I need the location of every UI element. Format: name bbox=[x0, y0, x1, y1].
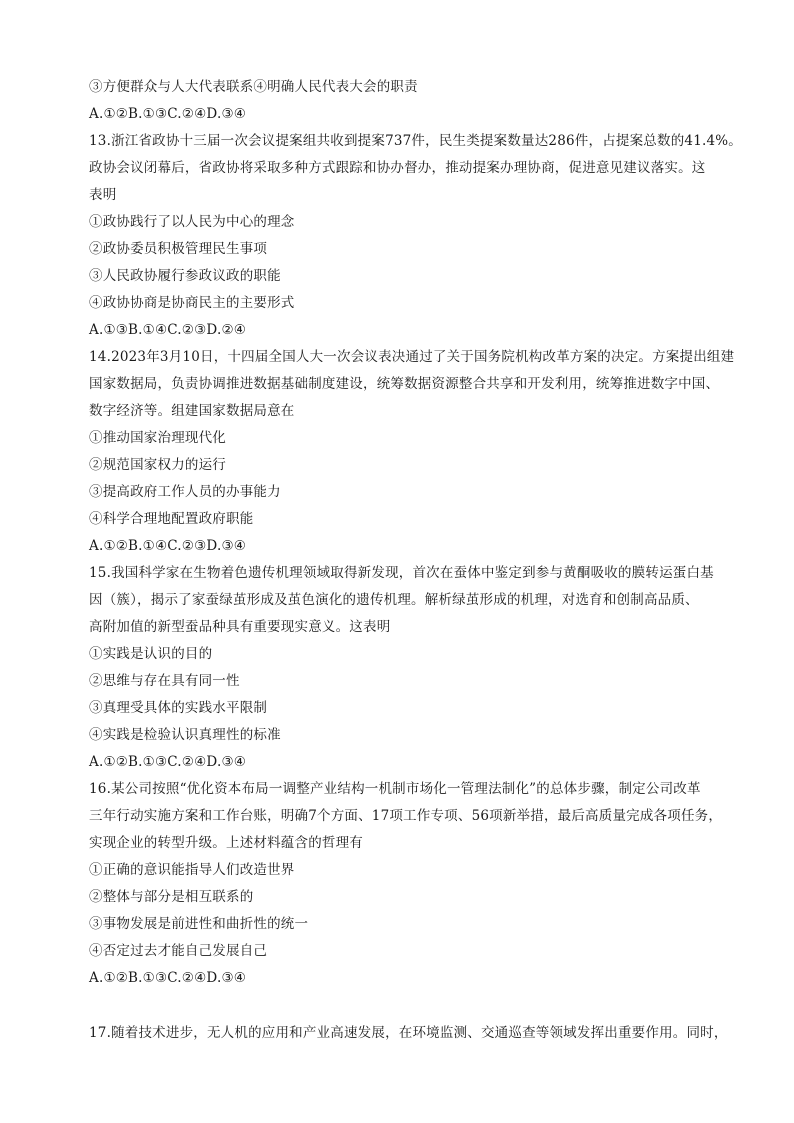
question-16-option-2: ②整体与部分是相互联系的 bbox=[89, 889, 254, 905]
question-13-option-1: ①政协践行了以人民为中心的理念 bbox=[89, 214, 295, 230]
exam-page bbox=[89, 74, 742, 1047]
question-14-stem-line-2: 国家数据局，负责协调推进数据基础制度建设，统筹数据资源整合共享和开发利用，统筹推进数字中国、 bbox=[89, 376, 720, 392]
question-12-options-3-4: ③方便群众与人大代表联系④明确人民代表大会的职责 bbox=[89, 79, 418, 95]
question-13-option-3: ③人民政协履行参政议政的职能 bbox=[89, 268, 281, 284]
question-16-option-3: ③事物发展是前进性和曲折性的统一 bbox=[89, 916, 309, 932]
question-14-option-3: ③提高政府工作人员的办事能力 bbox=[89, 484, 281, 500]
question-17 bbox=[89, 1020, 739, 1047]
question-15-option-3: ③真理受具体的实践水平限制 bbox=[89, 700, 268, 716]
question-13-option-4: ④政协协商是协商民主的主要形式 bbox=[89, 295, 295, 311]
question-14-answer-choices: A.①②B.①④C.②③D.③④ bbox=[89, 538, 247, 554]
question-13-option-2: ②政协委员积极管理民生事项 bbox=[89, 241, 268, 257]
question-16-stem-line-3: 实现企业的转型升级。上述材料蕴含的哲理有 bbox=[89, 835, 363, 851]
question-16-stem-line-1: 16.某公司按照“优化资本布局一调整产业结构一机制市场化一管理法制化”的总体步骤，制定公司改革 bbox=[89, 781, 701, 797]
question-15-stem-line-3: 高附加值的新型蚕品种具有重要现实意义。这表明 bbox=[89, 619, 391, 635]
question-17-stem-line-1: 17.随着技术进步，无人机的应用和产业高速发展，在环境监测、交通巡查等领域发挥出重要作用。同时， bbox=[89, 1025, 728, 1041]
question-14-option-4: ④科学合理地配置政府职能 bbox=[89, 511, 254, 527]
question-15-option-1: ①实践是认识的目的 bbox=[89, 646, 213, 662]
question-12-answer-choices: A.①②B.①③C.②④D.③④ bbox=[89, 106, 247, 122]
question-14-stem-line-1: 14.2023年3月10日，十四届全国人大一次会议表决通过了关于国务院机构改革方案的决定。方案提出组建 bbox=[89, 349, 735, 365]
question-15 bbox=[89, 560, 739, 776]
question-13-stem-line-3: 表明 bbox=[89, 187, 117, 203]
question-13-answer-choices: A.①③B.①④C.②③D.②④ bbox=[89, 322, 247, 338]
question-13 bbox=[89, 128, 742, 344]
section-spacer bbox=[89, 992, 739, 1020]
question-15-stem-line-1: 15.我国科学家在生物着色遗传机理领域取得新发现，首次在蚕体中鉴定到参与黄酮吸收的膜转运蛋白基 bbox=[89, 565, 714, 581]
question-12-tail bbox=[89, 74, 739, 128]
question-16-option-4: ④否定过去才能自己发展自己 bbox=[89, 943, 268, 959]
question-16-answer-choices: A.①②B.①③C.②④D.③④ bbox=[89, 970, 247, 986]
question-16-stem-line-2: 三年行动实施方案和工作台账，明确7个方面、17项工作专项、56项新举措，最后高质量完成各项任务， bbox=[89, 808, 723, 824]
question-16-option-1: ①正确的意识能指导人们改造世界 bbox=[89, 862, 295, 878]
question-13-stem-line-2: 政协会议闭幕后，省政协将采取多种方式跟踪和协办督办，推动提案办理协商，促进意见建议落实。这 bbox=[89, 160, 706, 176]
question-14-stem-line-3: 数字经济等。组建国家数据局意在 bbox=[89, 403, 295, 419]
question-15-option-4: ④实践是检验认识真理性的标准 bbox=[89, 727, 281, 743]
question-15-option-2: ②思维与存在具有同一性 bbox=[89, 673, 240, 689]
question-14-option-2: ②规范国家权力的运行 bbox=[89, 457, 226, 473]
question-14-option-1: ①推动国家治理现代化 bbox=[89, 430, 226, 446]
question-15-stem-line-2: 因（簇），揭示了家蚕绿茧形成及茧色演化的遗传机理。解析绿茧形成的机理，对选育和创制高品质、 bbox=[89, 592, 699, 608]
question-16 bbox=[89, 776, 739, 992]
question-14 bbox=[89, 344, 739, 560]
question-13-stem-line-1: 13.浙江省政协十三届一次会议提案组共收到提案737件，民生类提案数量达286件，占提案总数的41.4%。 bbox=[89, 133, 742, 149]
question-15-answer-choices: A.①②B.①③C.②④D.③④ bbox=[89, 754, 247, 770]
